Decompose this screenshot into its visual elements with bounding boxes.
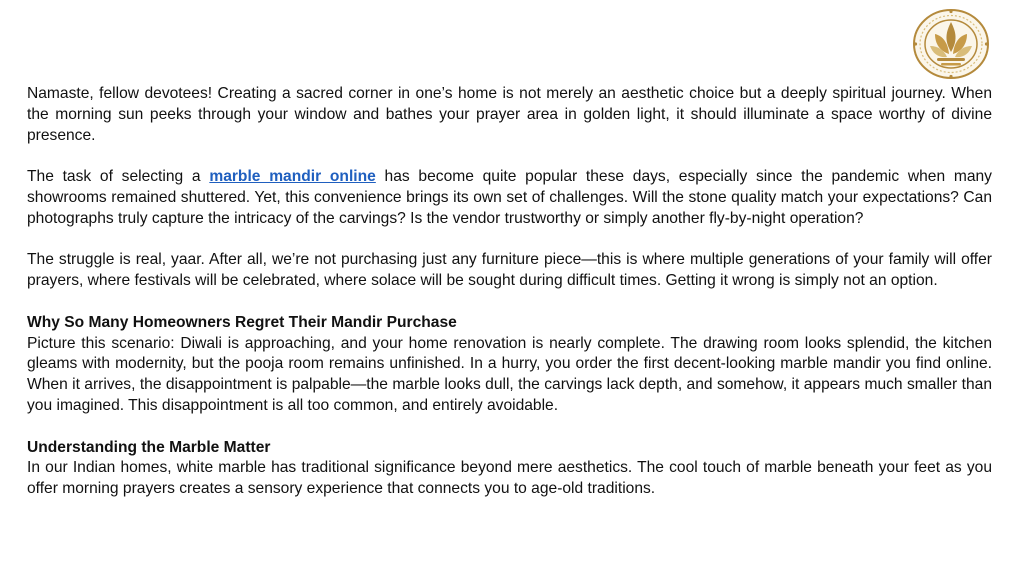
paragraph-text-after-link: has become quite popular these days, especially since the pandemic when many showrooms remained shuttered. Yet, this convenience brings its own set of challenges. Will the stone quality match your expectations? Can photographs truly capture the intricacy of the carvings? Is the vendor trustworthy or simply another fly-by-night operation? [27,168,992,227]
intro-paragraph: Namaste, fellow devotees! Creating a sacred corner in one’s home is not merely an aesthetic choice but a deeply spiritual journey. When the morning sun peeks through your window and bathes your prayer area in golden light, it should illuminate a space worthy of divine presence. [27,85,992,144]
section-body-regret: Picture this scenario: Diwali is approaching, and your home renovation is nearly complete. The drawing room looks splendid, the kitchen gleams with modernity, but the pooja room remains unfinished. In a hurry, you order the first decent-looking marble mandir you find online. When it arrives, the disappointment is palpable—the marble looks dull, the carvings lack depth, and somehow, it appears much smaller than you imagined. This disappointment is all too common, and entirely avoidable. [27,334,992,414]
online-selection-paragraph [27,167,992,229]
article-body [27,84,992,500]
struggle-paragraph: The struggle is real, yaar. After all, we’re not purchasing just any furniture piece—this is where multiple generations of your family will offer prayers, where festivals will be celebrated, where solace will be sought during difficult times. Getting it wrong is simply not an option. [27,251,992,290]
mandala-lotus-logo-icon [912,8,990,80]
section-regret [27,313,992,417]
section-body-marble: In our Indian homes, white marble has traditional significance beyond mere aesthetics. The cool touch of marble beneath your feet as you offer morning prayers creates a sensory experience that connects you to age-old traditions. [27,459,992,498]
marble-mandir-online-link[interactable]: marble mandir online [209,168,376,186]
section-heading-marble: Understanding the Marble Matter [27,438,271,456]
section-heading-regret: Why So Many Homeowners Regret Their Mandir Purchase [27,313,457,331]
paragraph-text-before-link: The task of selecting a [27,168,210,186]
section-marble [27,438,992,500]
